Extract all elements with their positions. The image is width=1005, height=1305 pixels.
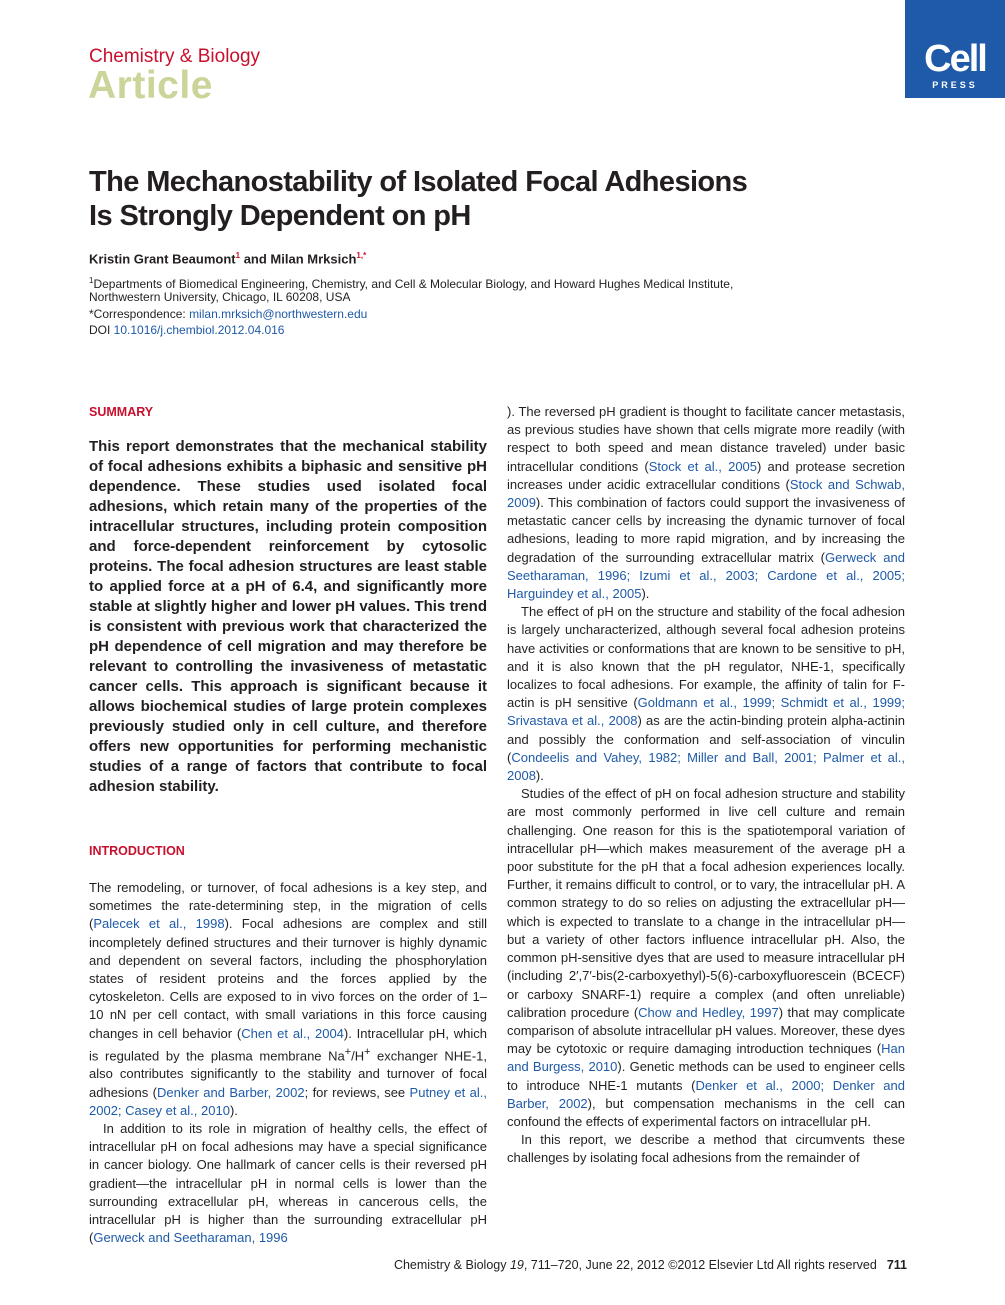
citation-link[interactable]: Stock et al., 2005 xyxy=(648,458,758,474)
correspondence-label: *Correspondence: xyxy=(89,307,190,321)
citation-link[interactable]: Palecek et al., 1998 xyxy=(93,916,225,932)
doi-link[interactable]: 10.1016/j.chembiol.2012.04.016 xyxy=(113,323,285,337)
correspondence-email-link[interactable]: milan.mrksich@northwestern.edu xyxy=(189,307,368,321)
citation-link[interactable]: Denker et al., 2000; Denker and Barber, 2002 xyxy=(507,1077,905,1111)
journal-name: Chemistry & Biology xyxy=(89,46,261,67)
correspondence xyxy=(89,306,367,323)
introduction-column-left xyxy=(89,879,487,1247)
footer-citation: , 711–720, June 22, 2012 ©2012 Elsevier Ltd All rights reserved xyxy=(523,1258,877,1272)
citation-link[interactable]: Goldmann et al., 1999; Schmidt et al., 1999; Srivastava et al., 2008 xyxy=(507,695,906,729)
paragraph: Studies of the effect of pH on focal adhesion structure and stability are most commonly performed in live cell culture and remain challenging. One reason for this is the spatiotemporal variation of intracellular pH—which makes measurement of the average pH a poor substitute for the pH that a focal adhesion experiences locally. Further, it remains difficult to control, or to vary, the intracellular pH. A common strategy to do so relies on adjusting the extracellular pH—which is expected to translate to a change in the intracellular pH—but a variety of other factors influence intracellular pH. Also, the common pH-sensitive dyes that are used to measure intracellular pH (including 2′,7′-bis(2-carboxyethyl)-5(6)-carboxyfluorescein (BCECF) or carboxy SNARF-1) require a complex (and often unreliable) calibration procedure (Chow and Hedley, 1997) that may complicate comparison of absolute intracellular pH values. Moreover, these dyes may be cytotoxic or require damaging introduction techniques (Han and Burgess, 2010). Genetic methods can be used to engineer cells to introduce NHE-1 mutants (Denker et al., 2000; Denker and Barber, 2002), but compensation mechanisms in the cell can confound the effects of experimental factors on intracellular pH. xyxy=(507,786,905,1129)
paragraph: In this report, we describe a method that circumvents these challenges by isolating focal adhesions from the remainder of xyxy=(507,1132,905,1166)
citation-link[interactable]: Condeelis and Vahey, 1982; Miller and Ball, 2001; Palmer et al., 2008 xyxy=(507,749,905,784)
affiliation-text: Departments of Biomedical Engineering, Chemistry, and Cell & Molecular Biology, and Howard Hughes Medical Institute, xyxy=(93,277,734,291)
body-column-right xyxy=(507,403,905,1168)
affiliation-marker: 1,* xyxy=(356,251,367,260)
citation-link[interactable]: Han and Burgess, 2010 xyxy=(507,1041,905,1075)
page-footer xyxy=(394,1258,907,1272)
title-line-1: The Mechanostability of Isolated Focal Adhesions xyxy=(89,166,748,198)
citation-link[interactable]: Denker and Barber, 2002 xyxy=(156,1084,305,1100)
cell-press-logo xyxy=(905,0,1005,98)
author-list xyxy=(89,251,366,266)
citation-link[interactable]: Chen et al., 2004 xyxy=(241,1025,344,1041)
logo-subtext: PRESS xyxy=(932,80,978,90)
author-name: Milan Mrksich xyxy=(270,251,357,267)
introduction-heading: INTRODUCTION xyxy=(89,844,185,858)
citation-link[interactable]: Gerweck and Seetharaman, 1996 xyxy=(93,1230,288,1246)
paragraph: ). The reversed pH gradient is thought to facilitate cancer metastasis, as previous studies have shown that cells migrate more readily (with respect to both speed and mean distance traveled) under basic intracellular conditions (Stock et al., 2005) and protease secretion increases under acidic extracellular conditions (Stock and Schwab, 2009). This combination of factors could support the invasiveness of metastatic cancer cells by increasing the dynamic turnover of focal adhesions, leading to more rapid migration, and by increasing the degradation of the surrounding extracellular matrix (Gerweck and Seetharaman, 1996; Izumi et al., 2003; Cardone et al., 2005; Harguindey et al., 2005). xyxy=(507,404,905,602)
author-name: Kristin Grant Beaumont xyxy=(89,251,236,267)
article-type: Article xyxy=(88,64,213,107)
paragraph: In addition to its role in migration of healthy cells, the effect of intracellular pH on focal adhesions may have a special significance in cancer biology. One hallmark of cancer cells is their reversed pH gradient—the intracellular pH in normal cells is lower than the surrounding extracellular pH, whereas in cancerous cells, the intracellular pH is higher than the surrounding extracellular pH (Gerweck and Seetharaman, 1996 xyxy=(89,1120,487,1246)
affiliation-line: Northwestern University, Chicago, IL 60208, USA xyxy=(89,290,351,304)
article-title xyxy=(89,165,909,233)
footer-journal: Chemistry & Biology xyxy=(393,1258,510,1272)
footer-volume: 19 xyxy=(509,1258,524,1272)
summary-text: This report demonstrates that the mechanical stability of focal adhesions exhibits a biphasic and sensitive pH dependence. These studies used isolated focal adhesions, which retain many of the properties of the intracellular structures, including protein composition and force-dependent reinforcement by cytosolic proteins. The focal adhesion structures are least stable to applied force at a pH of 6.4, and significantly more stable at slightly higher and lower pH values. This trend is consistent with previous work that characterized the pH dependence of cell migration and may therefore be relevant to controlling the invasiveness of metastatic cancer cells. This approach is significant because it allows biochemical studies of large protein complexes previously studied only in cell culture, and therefore offers new opportunities for performing mechanistic studies of a range of factors that contribute to focal adhesion stability. xyxy=(89,438,487,795)
citation-link[interactable]: Putney et al., 2002; Casey et al., 2010 xyxy=(89,1084,487,1118)
citation-link[interactable]: Gerweck and Seetharaman, 1996; Izumi et al., 2003; Cardone et al., 2005; Harguindey et al., 2005 xyxy=(507,549,905,602)
affiliation-marker: 1 xyxy=(235,251,241,260)
doi xyxy=(89,322,284,339)
paragraph: The remodeling, or turnover, of focal adhesions is a key step, and sometimes the rate-determining step, in the migration of cells (Palecek et al., 1998). Focal adhesions are complex and still incompletely defined structures and their turnover is highly dynamic and dependent on several factors, including the phosphorylation states of resident proteins and the forces applied by the cytoskeleton. Cells are exposed to in vivo forces on the order of 1–10 nN per cell contact, with small variations in this force causing changes in cell behavior (Chen et al., 2004). Intracellular pH, which is regulated by the plasma membrane Na+/H+ exchanger NHE-1, also contributes significantly to the stability and turnover of focal adhesions (Denker and Barber, 2002; for reviews, see Putney et al., 2002; Casey et al., 2010). xyxy=(89,880,487,1118)
paragraph: The effect of pH on the structure and stability of the focal adhesion is largely uncharacterized, although several focal adhesion proteins have activities or conformations that are known to be sensitive to pH, and it is also known that the pH regulator, NHE-1, specifically localizes to focal adhesions. For example, the affinity of talin for F-actin is pH sensitive (Goldmann et al., 1999; Schmidt et al., 1999; Srivastava et al., 2008) as are the actin-binding protein alpha-actinin and possibly the conformation and self-association of vinculin (Condeelis and Vahey, 1982; Miller and Ball, 2001; Palmer et al., 2008). xyxy=(507,604,906,784)
doi-label: DOI xyxy=(89,323,114,337)
citation-link[interactable]: Chow and Hedley, 1997 xyxy=(638,1004,779,1020)
author-conjunction: and xyxy=(240,251,271,267)
affiliation-number: 1 xyxy=(89,276,94,285)
page-number: 711 xyxy=(886,1258,907,1272)
citation-link[interactable]: Stock and Schwab, 2009 xyxy=(507,476,905,511)
logo-text: Cell xyxy=(924,38,986,80)
title-line-2: Is Strongly Dependent on pH xyxy=(89,200,471,232)
summary-heading: SUMMARY xyxy=(89,405,154,419)
